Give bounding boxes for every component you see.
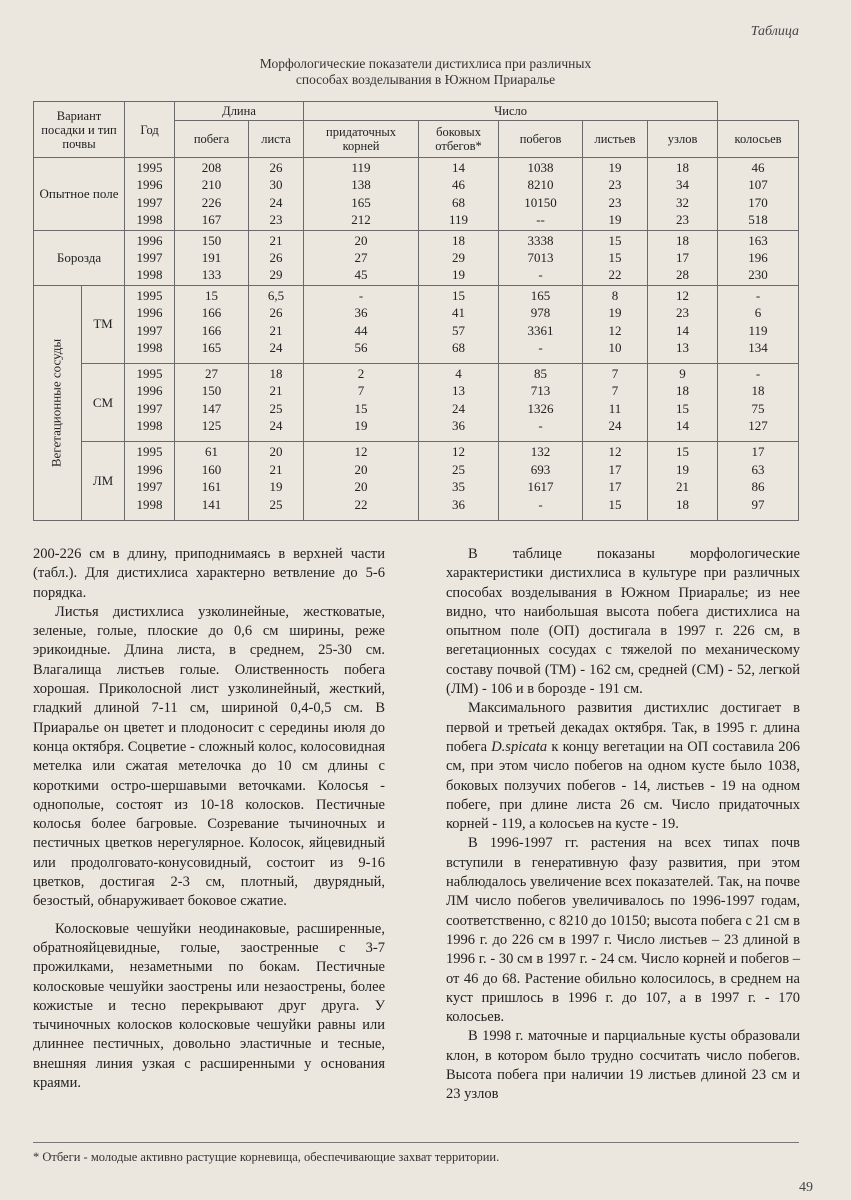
data-cell: 4 13 24 36 xyxy=(419,364,499,442)
data-cell: 15 19 21 18 xyxy=(648,442,718,520)
data-cell: 15 41 57 68 xyxy=(419,285,499,363)
right-column xyxy=(446,545,800,1105)
data-cell: 17 63 86 97 xyxy=(718,442,799,520)
subheader-spikes: колосьев xyxy=(718,121,799,158)
data-cell: 18 17 28 xyxy=(648,230,718,285)
data-cell: - 36 44 56 xyxy=(304,285,419,363)
data-cell: 6,5 26 21 24 xyxy=(249,285,304,363)
data-cell: 12 23 14 13 xyxy=(648,285,718,363)
data-cell: 18 21 25 24 xyxy=(249,364,304,442)
table-row xyxy=(34,158,799,231)
data-cell: 12 25 35 36 xyxy=(419,442,499,520)
subheader-shoot-length: побега xyxy=(175,121,249,158)
data-cell: 8 19 12 10 xyxy=(583,285,648,363)
subheader-nodes: узлов xyxy=(648,121,718,158)
vegetation-vessels-text: Вегетационные сосуды xyxy=(48,338,64,467)
data-cell: 18 29 19 xyxy=(419,230,499,285)
caption-line-1: Морфологические показатели дистихлиса при различных xyxy=(259,56,592,71)
data-cell: 20 27 45 xyxy=(304,230,419,285)
header-count: Число xyxy=(304,102,718,121)
data-cell: 9 18 15 14 xyxy=(648,364,718,442)
data-cell: 15 166 166 165 xyxy=(175,285,249,363)
table-label: Таблица xyxy=(750,24,799,39)
data-cell: - 18 75 127 xyxy=(718,364,799,442)
subheader-roots: придаточных корней xyxy=(304,121,419,158)
table-row xyxy=(34,442,799,520)
group-label: СМ xyxy=(82,364,125,442)
header-variant: Вариант посадки и тип почвы xyxy=(34,102,125,158)
data-cell: 7 7 11 24 xyxy=(583,364,648,442)
group-label: ЛМ xyxy=(82,442,125,520)
paragraph: Колосковые чешуйки неодинаковые, расширенные, обратнояйцевидные, голые, заостренные с 3-7 прожилками, незаметными по бокам. Пестичные колосковые чешуйки заострены или незаострены, более кожистые и тесно перекрывают друг друга. У тычиночных колосков колосковые чешуйки равны или длиннее пестичных, довольно эластичные и тесные, внешняя линия узкая с расширенными у основания краями. xyxy=(33,920,385,1092)
data-cell: 12 17 17 15 xyxy=(583,442,648,520)
subheader-leaf-length: листа xyxy=(249,121,304,158)
data-cell: - 6 119 134 xyxy=(718,285,799,363)
left-column xyxy=(33,545,385,1093)
data-cell: 19 23 23 19 xyxy=(583,158,648,231)
caption-line-2: способах возделывания в Южном Приаралье xyxy=(295,72,556,87)
data-cell: 21 26 29 xyxy=(249,230,304,285)
page-number: 49 xyxy=(799,1180,813,1195)
table-row xyxy=(34,230,799,285)
data-cell: 85 713 1326 - xyxy=(499,364,583,442)
group-label: ТМ xyxy=(82,285,125,363)
group-label: Борозда xyxy=(34,230,125,285)
subheader-shoots: побегов xyxy=(499,121,583,158)
species-name: D.spicata xyxy=(491,738,548,755)
vegetation-vessels-label xyxy=(34,285,82,520)
header-year: Год xyxy=(125,102,175,158)
subheader-leaves: листьев xyxy=(583,121,648,158)
data-cell: 150 191 133 xyxy=(175,230,249,285)
paragraph: Максимального развития дистихлис достигает в первой и третьей декадах октября. Так, в 1995 г. длина побега D.spicata к концу вегетации на ОП составила 206 см, при этом число побегов на одном кусте было 1038, боковых ползучих побегов - 14, листьев - 19 на одном побеге, при длине листа 26 см. Число придаточных корней - 119, а колосьев на кусте - 19. xyxy=(446,700,801,833)
data-cell: 132 693 1617 - xyxy=(499,442,583,520)
year-cell: 1995 1996 1997 1998 xyxy=(125,442,175,520)
data-cell: 18 34 32 23 xyxy=(648,158,718,231)
group-label: Опытное поле xyxy=(34,158,125,231)
data-cell: 15 15 22 xyxy=(583,230,648,285)
morphology-table xyxy=(33,101,799,521)
data-cell: 14 46 68 119 xyxy=(419,158,499,231)
footnote: * Отбеги - молодые активно растущие корневища, обеспечивающие захват территории. xyxy=(33,1150,500,1164)
table-caption xyxy=(0,56,851,88)
data-cell: 26 30 24 23 xyxy=(249,158,304,231)
footnote-divider xyxy=(33,1142,799,1143)
subheader-side-shoots: боковых отбегов* xyxy=(419,121,499,158)
data-cell: 27 150 147 125 xyxy=(175,364,249,442)
year-cell: 1996 1997 1998 xyxy=(125,230,175,285)
data-cell: 163 196 230 xyxy=(718,230,799,285)
year-cell: 1995 1996 1997 1998 xyxy=(125,158,175,231)
data-cell: 2 7 15 19 xyxy=(304,364,419,442)
paragraph: 200-226 см в длину, приподнимаясь в верхней части (табл.). Для дистихлиса характерно ветвление до 5-6 порядка. xyxy=(33,546,385,601)
paragraph: В 1996-1997 гг. растения на всех типах почв вступили в генеративную фазу развития, при этом наблюдалось увеличение всех показателей. Так, на почве ЛМ число побегов увеличивалось по 1996-1997 годам, соответственно, с 8210 до 10150; высота побега с 21 см в 1996 г. до 226 см в 1997 г. Число листьев – 23 длиной в 1996 г. - 30 см в 1997 г. - 24 см. Число корней и побегов – от 46 до 68. Растение обильно колосилось, в среднем на куст пришлось в 1996 г. до 107, а в 1997 г. - 170 колосьев. xyxy=(446,835,800,1026)
year-cell: 1995 1996 1997 1998 xyxy=(125,285,175,363)
header-length: Длина xyxy=(175,102,304,121)
paragraph: В таблице показаны морфологические характеристики дистихлиса в культуре при различных способах возделывания в Южном Приаралье; из нее видно, что наибольшая высота побега дистихлиса на опытном поле (ОП) достигала в 1997 г. 226 см, в вегетационных сосудах с тяжелой по механическому составу почвой (ТМ) - 162 см, средней (СМ) - 52, легкой (ЛМ) - 106 и в борозде - 191 см. xyxy=(446,546,800,698)
data-cell: 20 21 19 25 xyxy=(249,442,304,520)
data-cell: 61 160 161 141 xyxy=(175,442,249,520)
paragraph: В 1998 г. маточные и парциальные кусты образовали клон, в котором было трудно сосчитать число побегов. Высота побега при наличии 19 листьев длиной 23 см и 23 узлов xyxy=(446,1028,800,1103)
data-cell: 119 138 165 212 xyxy=(304,158,419,231)
data-cell: 208 210 226 167 xyxy=(175,158,249,231)
data-cell: 12 20 20 22 xyxy=(304,442,419,520)
paragraph: Листья дистихлиса узколинейные, жестковатые, зеленые, голые, плоские до 0,6 см ширины, реже эрикоидные. Длина листа, в среднем, 25-30 см. Влагалища листьев голые. Олиственность побега хорошая. Приколосной лист узколинейный, жесткий, гладкий длиной 7-11 см, шириной 0,4-0,5 см. В Приаралье он цветет и плодоносит с середины июля до конца октября. Соцветие - сложный колос, колосовидная метелка или сжатая метелочка до 10 см длины с короткими остро-шершавыми веточками. Колосья - однополые, состоят из 10-18 колосков. Пестичные колосья более багровые. Созревание тычиночных и пестичных цветков нерегулярное. Колосок, яйцевидный или продолговато-конусовидный, состоит из 9-16 цветков, достигая 2-3 см, плотный, двурядный, безостый, обнаруживает боковое сжатие. xyxy=(33,603,385,910)
data-cell: 165 978 3361 - xyxy=(499,285,583,363)
year-cell: 1995 1996 1997 1998 xyxy=(125,364,175,442)
data-cell: 3338 7013 - xyxy=(499,230,583,285)
table-row xyxy=(34,364,799,442)
data-cell: 1038 8210 10150 -- xyxy=(499,158,583,231)
table-row xyxy=(34,285,799,363)
data-cell: 46 107 170 518 xyxy=(718,158,799,231)
